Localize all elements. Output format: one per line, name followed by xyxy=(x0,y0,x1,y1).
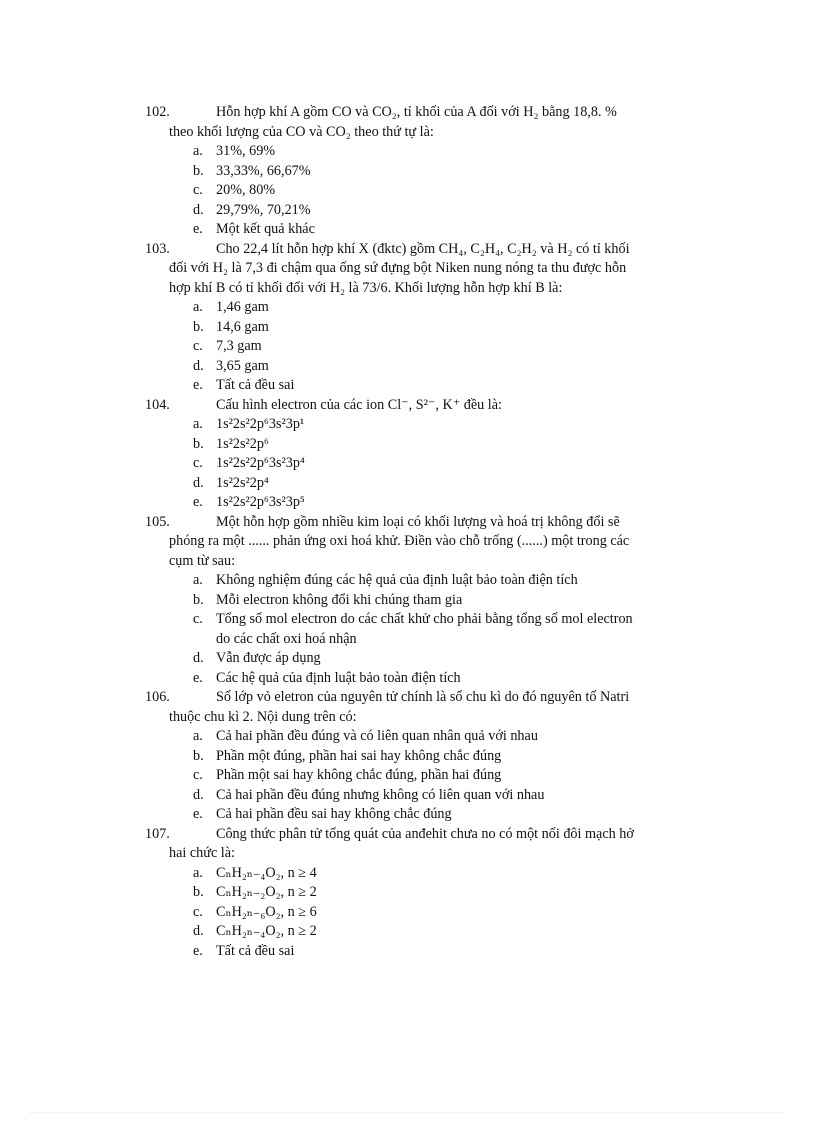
question-stem-continued: theo khối lượng của CO và CO₂ theo thứ tự là: xyxy=(169,123,434,140)
question-stem: Hỗn hợp khí A gồm CO và CO₂, tỉ khối của A đối với H₂ bằng 18,8. % xyxy=(216,104,617,120)
page-bottom-divider xyxy=(30,1112,786,1113)
question-number: 105. xyxy=(145,513,170,530)
question-stem: Một hỗn hợp gồm nhiều kim loại có khối lượng và hoá trị không đổi sẽ xyxy=(216,513,620,530)
question-number: 106. xyxy=(145,689,170,705)
option-a: a. 1,46 gam xyxy=(193,299,269,315)
question-107 xyxy=(0,825,816,962)
option-e: e. 1s²2s²2p⁶3s²3p⁵ xyxy=(193,494,305,510)
question-stem: Cho 22,4 lít hỗn hợp khí X (đktc) gồm CH₄, C₂H₄, C₂H₂ và H₂ có tỉ khối xyxy=(216,240,630,257)
option-d: d. 3,65 gam xyxy=(193,357,269,374)
question-105 xyxy=(0,513,816,689)
option-d: d. 29,79%, 70,21% xyxy=(193,201,311,218)
option-e: e. Tất cả đều sai xyxy=(193,377,295,393)
option-c: c. 20%, 80% xyxy=(193,182,276,198)
option-b: b. 1s²2s²2p⁶ xyxy=(193,435,269,452)
question-104 xyxy=(0,396,816,513)
option-a: a. Không nghiệm đúng các hệ quả của định luật bảo toàn điện tích xyxy=(193,572,578,588)
question-number: 102. xyxy=(145,104,170,120)
option-c: c. Tổng số mol electron do các chất khử cho phải bằng tổng số mol electron xyxy=(193,611,633,627)
question-stem-continued: cụm từ sau: xyxy=(169,552,236,569)
question-102 xyxy=(0,103,816,240)
option-d: d. Vẫn được áp dụng xyxy=(193,650,321,666)
question-number: 107. xyxy=(145,825,170,842)
option-a: a. CₙH₂ₙ₋₄O₂, n ≥ 4 xyxy=(193,864,317,881)
question-number: 104. xyxy=(145,396,170,413)
option-c: c. Phần một sai hay không chắc đúng, phần hai đúng xyxy=(193,767,502,783)
option-b: b. Phần một đúng, phần hai sai hay không chắc đúng xyxy=(193,747,502,764)
option-c: c. CₙH₂ₙ₋₆O₂, n ≥ 6 xyxy=(193,903,317,920)
question-stem-continued: thuộc chu kì 2. Nội dung trên có: xyxy=(169,708,357,725)
question-103 xyxy=(0,240,816,396)
option-d: d. 1s²2s²2p⁴ xyxy=(193,474,269,491)
document-page xyxy=(0,103,816,961)
question-stem-continued: hai chức là: xyxy=(169,845,235,861)
question-stem-continued: hợp khí B có tỉ khối đối với H₂ là 73/6. Khối lượng hỗn hợp khí B là: xyxy=(169,279,563,296)
option-e: e. Cả hai phần đều sai hay không chắc đúng xyxy=(193,806,452,822)
option-e: e. Một kết quả khác xyxy=(193,221,315,237)
question-stem-continued: phóng ra một ...... phản ứng oxi hoá khử. Điền vào chỗ trống (......) một trong các xyxy=(169,533,630,549)
option-e: e. Các hệ quả của định luật bảo toàn điện tích xyxy=(193,669,461,686)
option-c: c. 7,3 gam xyxy=(193,338,262,354)
option-a: a. 1s²2s²2p⁶3s²3p¹ xyxy=(193,416,305,432)
option-b: b. Mỗi electron không đổi khi chúng tham gia xyxy=(193,591,463,608)
option-a: a. Cả hai phần đều đúng và có liên quan nhân quả với nhau xyxy=(193,728,538,744)
option-c-continued: do các chất oxi hoá nhận xyxy=(216,630,357,647)
question-stem: Cấu hình electron của các ion Cl⁻, S²⁻, K⁺ đều là: xyxy=(216,396,502,413)
option-d: d. Cả hai phần đều đúng nhưng không có liên quan với nhau xyxy=(193,786,545,803)
option-e: e. Tất cả đều sai xyxy=(193,942,295,959)
question-106 xyxy=(0,688,816,825)
question-number: 103. xyxy=(145,240,170,257)
option-b: b. 33,33%, 66,67% xyxy=(193,162,311,179)
question-stem: Công thức phân tử tổng quát của anđehit chưa no có một nối đôi mạch hở xyxy=(216,825,634,842)
question-stem-continued: đối với H₂ là 7,3 đi chậm qua ống sứ đựng bột Niken nung nóng ta thu được hỗn xyxy=(169,260,627,276)
option-b: b. 14,6 gam xyxy=(193,318,269,335)
option-b: b. CₙH₂ₙ₋₂O₂, n ≥ 2 xyxy=(193,884,317,900)
option-a: a. 31%, 69% xyxy=(193,143,276,159)
option-c: c. 1s²2s²2p⁶3s²3p⁴ xyxy=(193,455,305,471)
question-stem: Số lớp vỏ eletron của nguyên tử chính là số chu kì do đó nguyên tố Natri xyxy=(216,689,630,705)
option-d: d. CₙH₂ₙ₋₄O₂, n ≥ 2 xyxy=(193,923,317,939)
